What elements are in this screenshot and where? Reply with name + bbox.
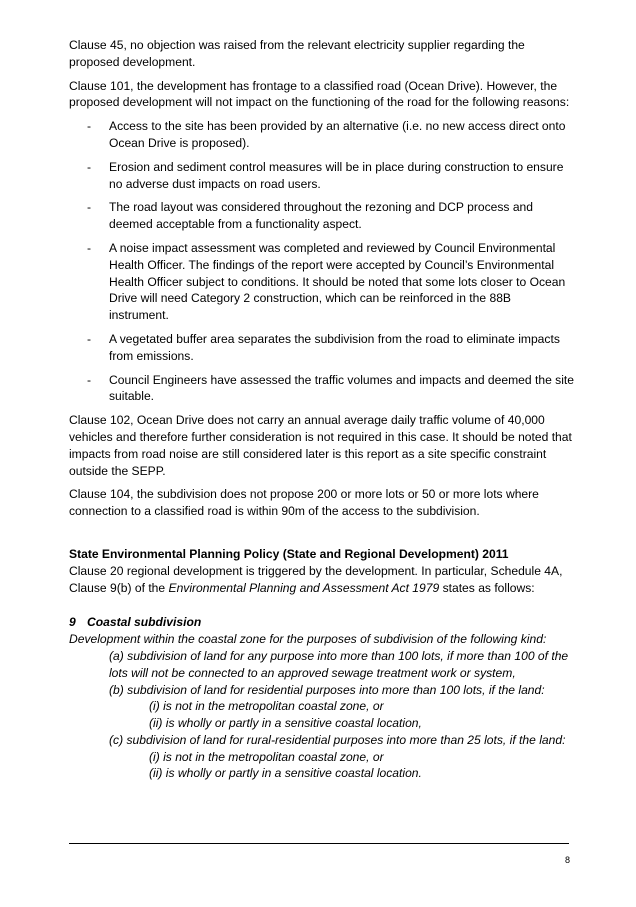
list-item <box>69 159 574 193</box>
footer-divider <box>69 843 569 844</box>
list-item <box>69 199 574 233</box>
reason-text: Erosion and sediment control measures will be in place during construction to ensure no adverse dust impacts on road users. <box>109 159 564 191</box>
sepp-heading: State Environmental Planning Policy (State and Regional Development) 2011 <box>69 546 509 561</box>
list-item <box>69 240 574 324</box>
act-title: Environmental Planning and Assessment Act 1979 <box>168 580 440 595</box>
bullet-marker: - <box>87 200 92 215</box>
section-spacer <box>69 603 574 614</box>
list-item <box>69 118 574 152</box>
reason-text: A vegetated buffer area separates the subdivision from the road to eliminate impacts from emissions. <box>109 331 560 363</box>
item-b-i: (i) is not in the metropolitan coastal zone, or <box>149 699 384 714</box>
page-number: 8 <box>564 855 570 865</box>
bullet-marker: - <box>87 119 92 134</box>
reason-text: The road layout was considered throughout the rezoning and DCP process and deemed acceptable from a functionality aspect. <box>109 200 533 232</box>
list-item <box>69 372 574 406</box>
reason-text: Access to the site has been provided by an alternative (i.e. no new access direct onto Ocean Drive is proposed). <box>109 119 566 150</box>
bullet-marker: - <box>87 372 92 387</box>
sepp-intro-start: Clause 20 regional development is triggered by the development. In particular, Schedule 4A, Clause 9(b) of the <box>69 563 563 595</box>
bullet-marker: - <box>87 331 92 346</box>
reasons-list <box>69 118 574 405</box>
sepp-intro <box>69 563 574 597</box>
item-c-ii: (ii) is wholly or partly in a sensitive coastal location. <box>149 766 422 781</box>
clause-104-paragraph: Clause 104, the subdivision does not propose 200 or more lots or 50 or more lots where connection to a classified road is within 90m of the access to the subdivision. <box>69 487 539 519</box>
item-c: (c) subdivision of land for rural-residential purposes into more than 25 lots, if the land: <box>109 732 566 747</box>
reason-text: Council Engineers have assessed the traffic volumes and impacts and deemed the site suitable. <box>109 372 574 404</box>
sepp-intro-end: states as follows: <box>439 580 535 595</box>
item-a: (a) subdivision of land for any purpose into more than 100 lots, if more than 100 of the lots will not be connected to an approved sewage treatment work or system, <box>109 648 569 680</box>
list-item <box>69 331 574 365</box>
clause-101-paragraph: Clause 101, the development has frontage to a classified road (Ocean Drive). However, the proposed development will not impact on the functioning of the road for the following reasons: <box>69 78 570 110</box>
item-c-i: (i) is not in the metropolitan coastal zone, or <box>149 749 384 764</box>
clause-102-paragraph: Clause 102, Ocean Drive does not carry an annual average daily traffic volume of 40,000 vehicles and therefore further consideration is not required in this case. It should be noted that impacts from road noise are still considered later is this report as a site specific constraint outside the SEPP. <box>69 413 572 478</box>
section-spacer <box>69 527 574 546</box>
section-title: Coastal subdivision <box>87 615 202 630</box>
coastal-intro: Development within the coastal zone for the purposes of subdivision of the following kind: <box>69 632 547 647</box>
item-b: (b) subdivision of land for residential purposes into more than 100 lots, if the land: <box>109 682 545 697</box>
bullet-marker: - <box>87 240 92 255</box>
clause-45-paragraph: Clause 45, no objection was raised from the relevant electricity supplier regarding the proposed development. <box>69 38 525 69</box>
bullet-marker: - <box>87 159 92 174</box>
reason-text: A noise impact assessment was completed and reviewed by Council Environmental Health Officer. The findings of the report were accepted by Council’s Environmental Health Officer subject to conditions. It should be noted that some lots closer to Ocean Drive will need Category 2 construction, which can be reinforced in the 88B instrument. <box>109 240 566 323</box>
coastal-subdivision-heading <box>69 614 574 631</box>
item-b-ii: (ii) is wholly or partly in a sensitive coastal location, <box>149 716 422 731</box>
section-number: 9 <box>69 615 76 630</box>
coastal-subdivision-text <box>69 631 574 782</box>
page-body <box>69 37 574 782</box>
